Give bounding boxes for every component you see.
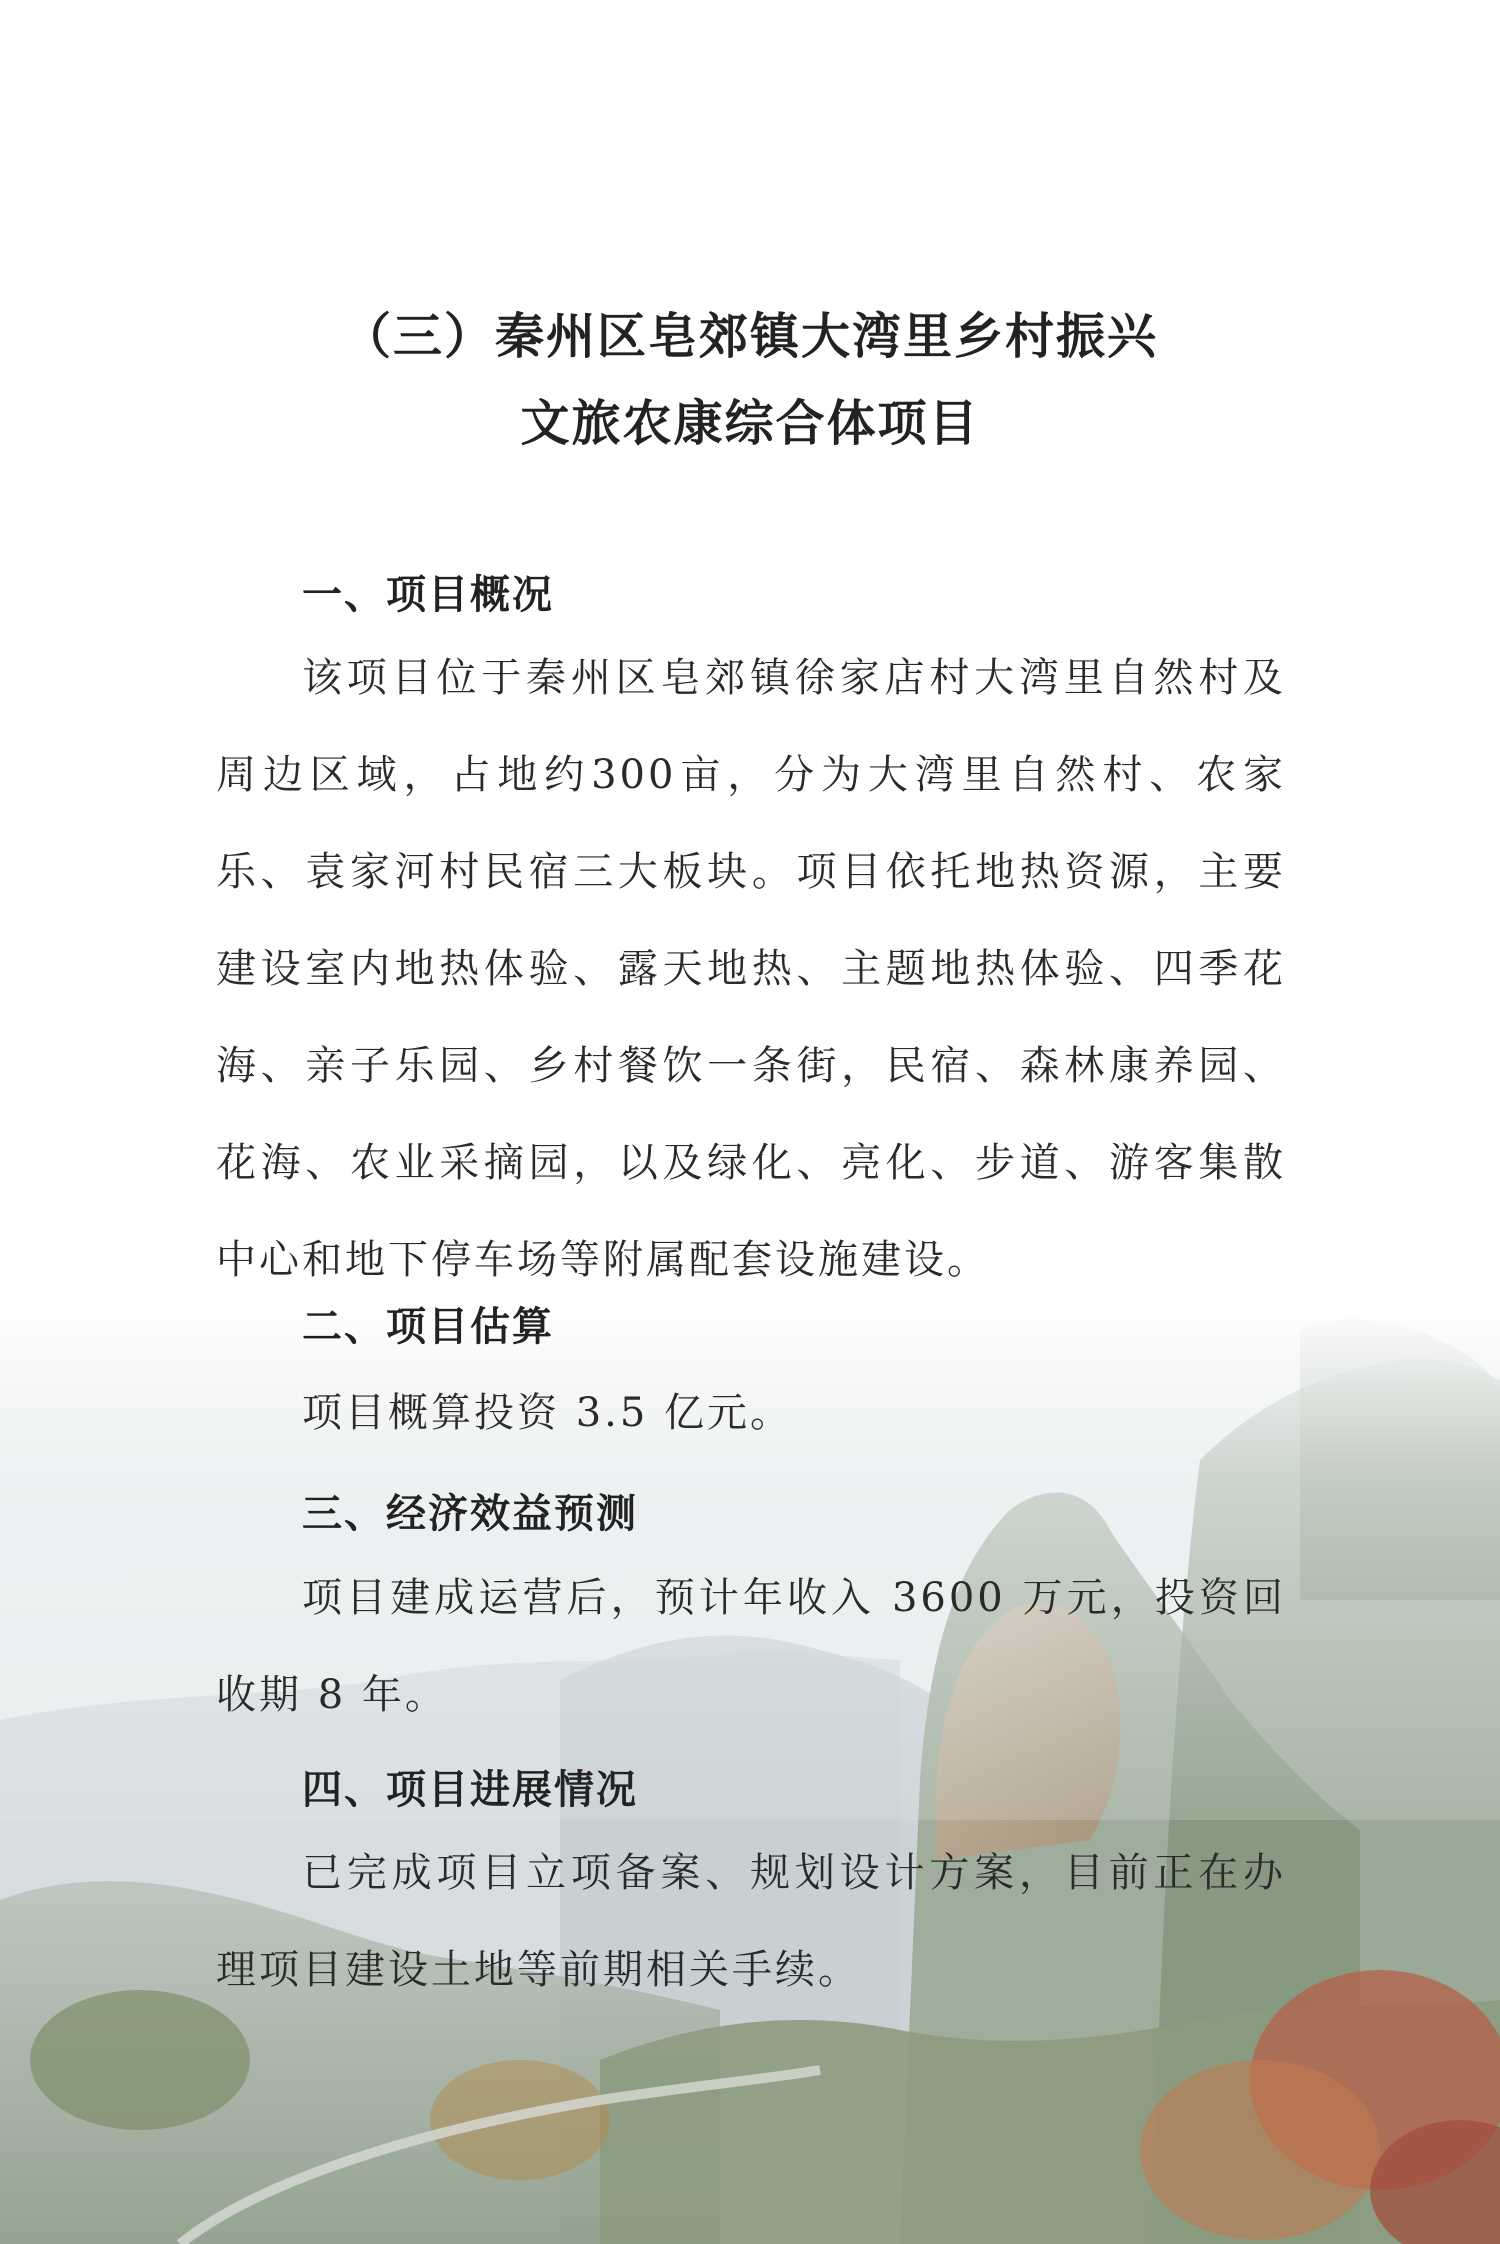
section-body-economic-forecast: 项目建成运营后，预计年收入 3600 万元，投资回收期 8 年。 — [216, 1575, 1286, 1718]
section-body-overview: 该项目位于秦州区皂郊镇徐家店村大湾里自然村及周边区域，占地约300亩，分为大湾里自然村、农家乐、袁家河村民宿三大板块。项目依托地热资源，主要建设室内地热体验、露天地热、主题地热体验、四季花海、亲子乐园、乡村餐饮一条街，民宿、森林康养园、花海、农业采摘园，以及绿化、亮化、步道、游客集散中心和地下停车场等附属配套设施建设。 — [216, 655, 1286, 1283]
section-heading-overview: 一、项目概况 — [302, 572, 554, 618]
section-body-progress: 已完成项目立项备案、规划设计方案，目前正在办理项目建设土地等前期相关手续。 — [216, 1850, 1286, 1993]
section-heading-progress: 四、项目进展情况 — [302, 1767, 638, 1813]
section-heading-estimate: 二、项目估算 — [302, 1304, 554, 1350]
document-title-line-2: 文旅农康综合体项目 — [520, 395, 980, 452]
document-title-line-1: （三）秦州区皂郊镇大湾里乡村振兴 — [341, 308, 1158, 365]
section-body-estimate: 项目概算投资 3.5 亿元。 — [302, 1390, 794, 1436]
section-heading-economic-forecast: 三、经济效益预测 — [302, 1491, 638, 1537]
